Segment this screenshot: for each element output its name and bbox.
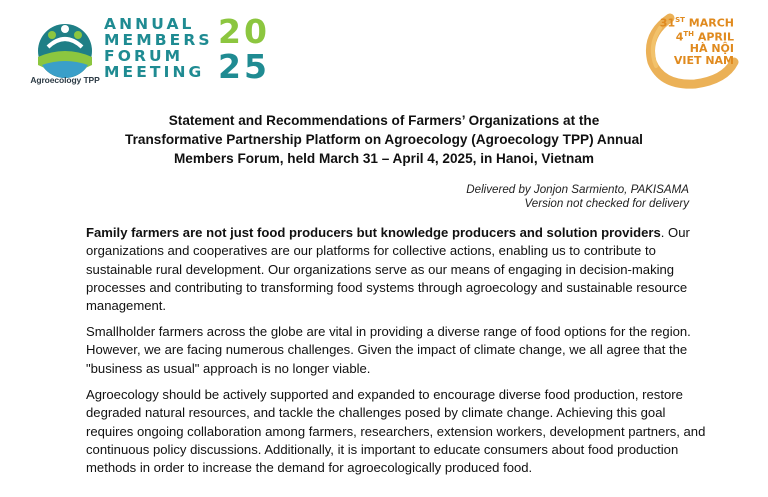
paragraph-3: Agroecology should be actively supported and expanded to encourage diverse food production, restore degraded natural resources, and tackle the challenges posed by climate change. Achieving this goal requires ongoing collaboration among farmers, researchers, extension workers, development partners, and continuous policy discussions. Additionally, it is important to educate consumers about food production methods in order to increase the demand for agroecologically produced food.: [86, 387, 706, 476]
date-line-2: [660, 29, 734, 43]
delivered-by: Delivered by Jonjon Sarmiento, PAKISAMA: [466, 183, 689, 196]
event-line: ANNUAL: [104, 15, 195, 33]
date-suffix: TH: [683, 30, 694, 39]
paragraph-1-text: . Our organizations and cooperatives are our platforms for collective actions, enabling us to contribute to sustainable rural development. Our organizations serve as our means of engaging in decision-making processes and contributing to transforming food systems through agroecology and sustainable resource management.: [86, 225, 690, 314]
date-number: 31: [659, 16, 676, 30]
version-note: Version not checked for delivery: [524, 197, 689, 210]
event-line: MEMBERS: [104, 31, 213, 49]
event-line: FORUM: [104, 47, 184, 65]
title-line: Transformative Partnership Platform on Agroecology (Agroecology TPP) Annual: [125, 132, 643, 147]
paragraph-2: Smallholder farmers across the globe are vital in providing a diverse range of food options for the region. However, we are facing numerous challenges. Given the impact of climate change, we all agree that the "business as usual" approach is no longer viable.: [86, 324, 691, 376]
date-number: 4: [675, 30, 684, 44]
delivery-note: [466, 183, 689, 211]
logo-caption: Agroecology TPP: [30, 75, 100, 85]
date-month: MARCH: [688, 16, 734, 30]
date-city: HÀ NỘI: [689, 42, 734, 56]
year-bottom: 25: [218, 47, 270, 86]
event-dates: [660, 15, 734, 66]
paragraph-1-bold: Family farmers are not just food producers but knowledge producers and solution providers: [86, 225, 661, 240]
document-title: [40, 111, 728, 168]
title-line: Members Forum, held March 31 – April 4, 2025, in Hanoi, Vietnam: [173, 151, 595, 166]
event-line: MEETING: [104, 63, 205, 81]
date-country: VIET NAM: [673, 53, 734, 67]
date-line-1: [660, 15, 734, 29]
event-name: [104, 16, 213, 80]
event-year: [218, 14, 270, 84]
date-suffix: ST: [675, 16, 685, 24]
date-month: APRIL: [697, 30, 734, 44]
paragraph-1: [86, 224, 706, 315]
title-line: Statement and Recommendations of Farmers’ Organizations at the: [168, 113, 600, 128]
year-top: 20: [218, 12, 270, 51]
